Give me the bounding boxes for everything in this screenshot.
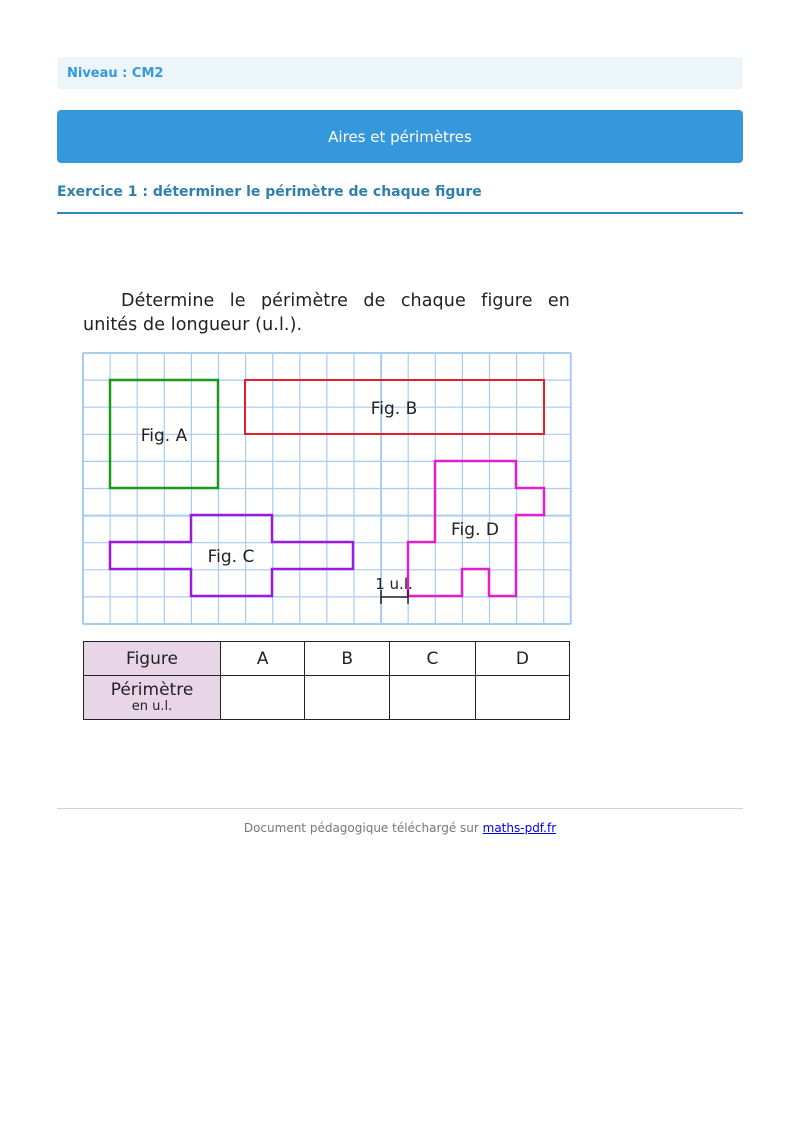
answer-cell-b[interactable] xyxy=(305,676,390,720)
figure-b-label: Fig. B xyxy=(370,399,418,419)
table-row-label xyxy=(84,676,221,720)
answer-cell-d[interactable] xyxy=(475,676,569,720)
table-col-b: B xyxy=(305,642,390,676)
footer-text: Document pédagogique téléchargé sur xyxy=(243,821,483,835)
exercise-title: Exercice 1 : déterminer le périmètre de chaque figure xyxy=(57,184,482,200)
table-answer-row xyxy=(84,676,570,720)
perimeter-label: Périmètre xyxy=(110,679,194,700)
table-header-row xyxy=(84,642,570,676)
answer-cell-c[interactable] xyxy=(389,676,475,720)
answer-cell-a[interactable] xyxy=(221,676,305,720)
page-title: Aires et périmètres xyxy=(328,127,472,146)
table-col-d: D xyxy=(475,642,569,676)
footer-divider xyxy=(57,808,743,809)
footer-link[interactable]: maths-pdf.fr xyxy=(482,821,557,835)
figure-d-label: Fig. D xyxy=(451,520,499,540)
unit-label: 1 u.l. xyxy=(375,575,413,593)
table-col-c: C xyxy=(389,642,475,676)
exercise-instruction: Détermine le périmètre de chaque figure en unités de longueur (u.l.). xyxy=(83,291,570,335)
answer-table xyxy=(83,641,570,720)
figure-a-label: Fig. A xyxy=(140,426,188,446)
table-header-label: Figure xyxy=(84,642,221,676)
perimeter-unit-label: en u.l. xyxy=(131,698,173,714)
table-col-a: A xyxy=(221,642,305,676)
figure-c-label: Fig. C xyxy=(207,547,255,567)
level-text: Niveau : CM2 xyxy=(67,65,164,81)
footer xyxy=(57,821,743,835)
